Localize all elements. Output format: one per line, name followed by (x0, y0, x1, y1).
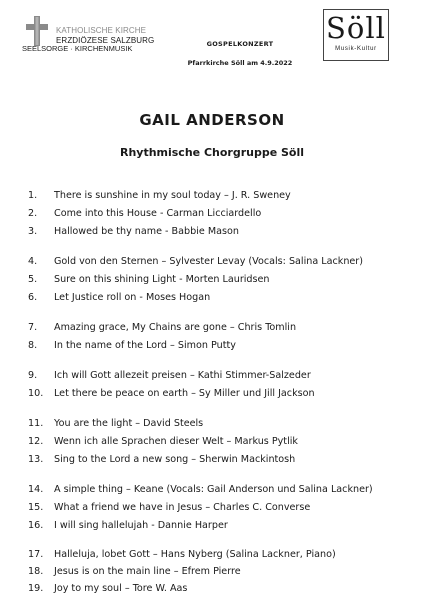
song-number: 3. (28, 226, 38, 237)
soell-logo (323, 9, 389, 61)
song-number: 4. (28, 256, 38, 267)
song-title: You are the light – David Steels (54, 418, 204, 429)
list-item (28, 502, 310, 513)
soell-logo-tagline: Musik-Kultur (335, 46, 377, 52)
list-item (28, 274, 270, 285)
list-item (28, 226, 239, 237)
soell-logo-name: Söll (326, 11, 386, 45)
song-title: Sing to the Lord a new song – Sherwin Mackintosh (54, 454, 296, 465)
song-title: Let there be peace on earth – Sy Miller und Jill Jackson (54, 388, 315, 399)
list-item (28, 292, 210, 303)
song-number: 14. (28, 484, 44, 495)
list-item (28, 256, 363, 267)
song-number: 8. (28, 340, 38, 351)
list-item (28, 454, 295, 465)
list-item (28, 322, 296, 333)
concert-venue-date: Pfarrkirche Söll am 4.9.2022 (187, 59, 293, 67)
song-title: Let Justice roll on - Moses Hogan (54, 292, 211, 303)
song-title: Halleluja, lobet Gott – Hans Nyberg (Salina Lackner, Piano) (54, 549, 336, 560)
song-title: Wenn ich alle Sprachen dieser Welt – Markus Pytlik (54, 436, 298, 447)
song-title: There is sunshine in my soul today – J. R. Sweney (54, 190, 291, 201)
song-title: I will sing hallelujah - Dannie Harper (54, 520, 228, 531)
song-number: 10. (28, 388, 44, 399)
song-title: Gold von den Sternen – Sylvester Levay (Vocals: Salina Lackner) (54, 256, 363, 267)
list-item (28, 436, 298, 447)
song-number: 7. (28, 322, 38, 333)
song-number: 13. (28, 454, 44, 465)
song-number: 2. (28, 208, 38, 219)
list-item (28, 418, 203, 429)
list-item (28, 520, 228, 531)
song-title: What a friend we have in Jesus – Charles C. Converse (54, 502, 311, 513)
song-title: A simple thing – Keane (Vocals: Gail Anderson und Salina Lackner) (54, 484, 373, 495)
song-number: 11. (28, 418, 44, 429)
song-number: 1. (28, 190, 38, 201)
list-item (28, 549, 336, 560)
page-title: GAIL ANDERSON (139, 111, 285, 129)
concert-header (170, 40, 310, 67)
song-number: 16. (28, 520, 44, 531)
cross-icon (26, 16, 48, 46)
list-item (28, 190, 291, 201)
song-number: 12. (28, 436, 44, 447)
song-title: Ich will Gott allezeit preisen – Kathi Stimmer-Salzeder (54, 370, 311, 381)
page-subtitle: Rhythmische Chorgruppe Söll (119, 146, 305, 159)
list-item (28, 370, 311, 381)
song-number: 9. (28, 370, 38, 381)
song-number: 18. (28, 566, 44, 577)
list-item (28, 208, 261, 219)
church-name: KATHOLISCHE KIRCHE (56, 26, 147, 35)
song-number: 19. (28, 583, 44, 594)
song-title: Sure on this shining Light - Morten Lauridsen (54, 274, 270, 285)
song-title: In the name of the Lord – Simon Putty (54, 340, 236, 351)
list-item (28, 566, 241, 577)
concert-title: GOSPELKONZERT (206, 40, 274, 48)
church-logo (22, 14, 172, 56)
list-item (28, 583, 187, 594)
song-number: 17. (28, 549, 44, 560)
list-item (28, 484, 373, 495)
song-title: Amazing grace, My Chains are gone – Chris Tomlin (54, 322, 297, 333)
song-title: Come into this House - Carman Licciardello (54, 208, 262, 219)
song-number: 5. (28, 274, 38, 285)
song-number: 6. (28, 292, 38, 303)
song-title: Joy to my soul – Tore W. Aas (54, 583, 188, 594)
church-department: SEELSORGE · KIRCHENMUSIK (22, 44, 133, 53)
song-title: Hallowed be thy name - Babbie Mason (54, 226, 239, 237)
list-item (28, 388, 315, 399)
song-title: Jesus is on the main line – Efrem Pierre (54, 566, 241, 577)
song-number: 15. (28, 502, 44, 513)
diocese-name: ERZDIÖZESE SALZBURG (56, 36, 155, 45)
list-item (28, 340, 236, 351)
